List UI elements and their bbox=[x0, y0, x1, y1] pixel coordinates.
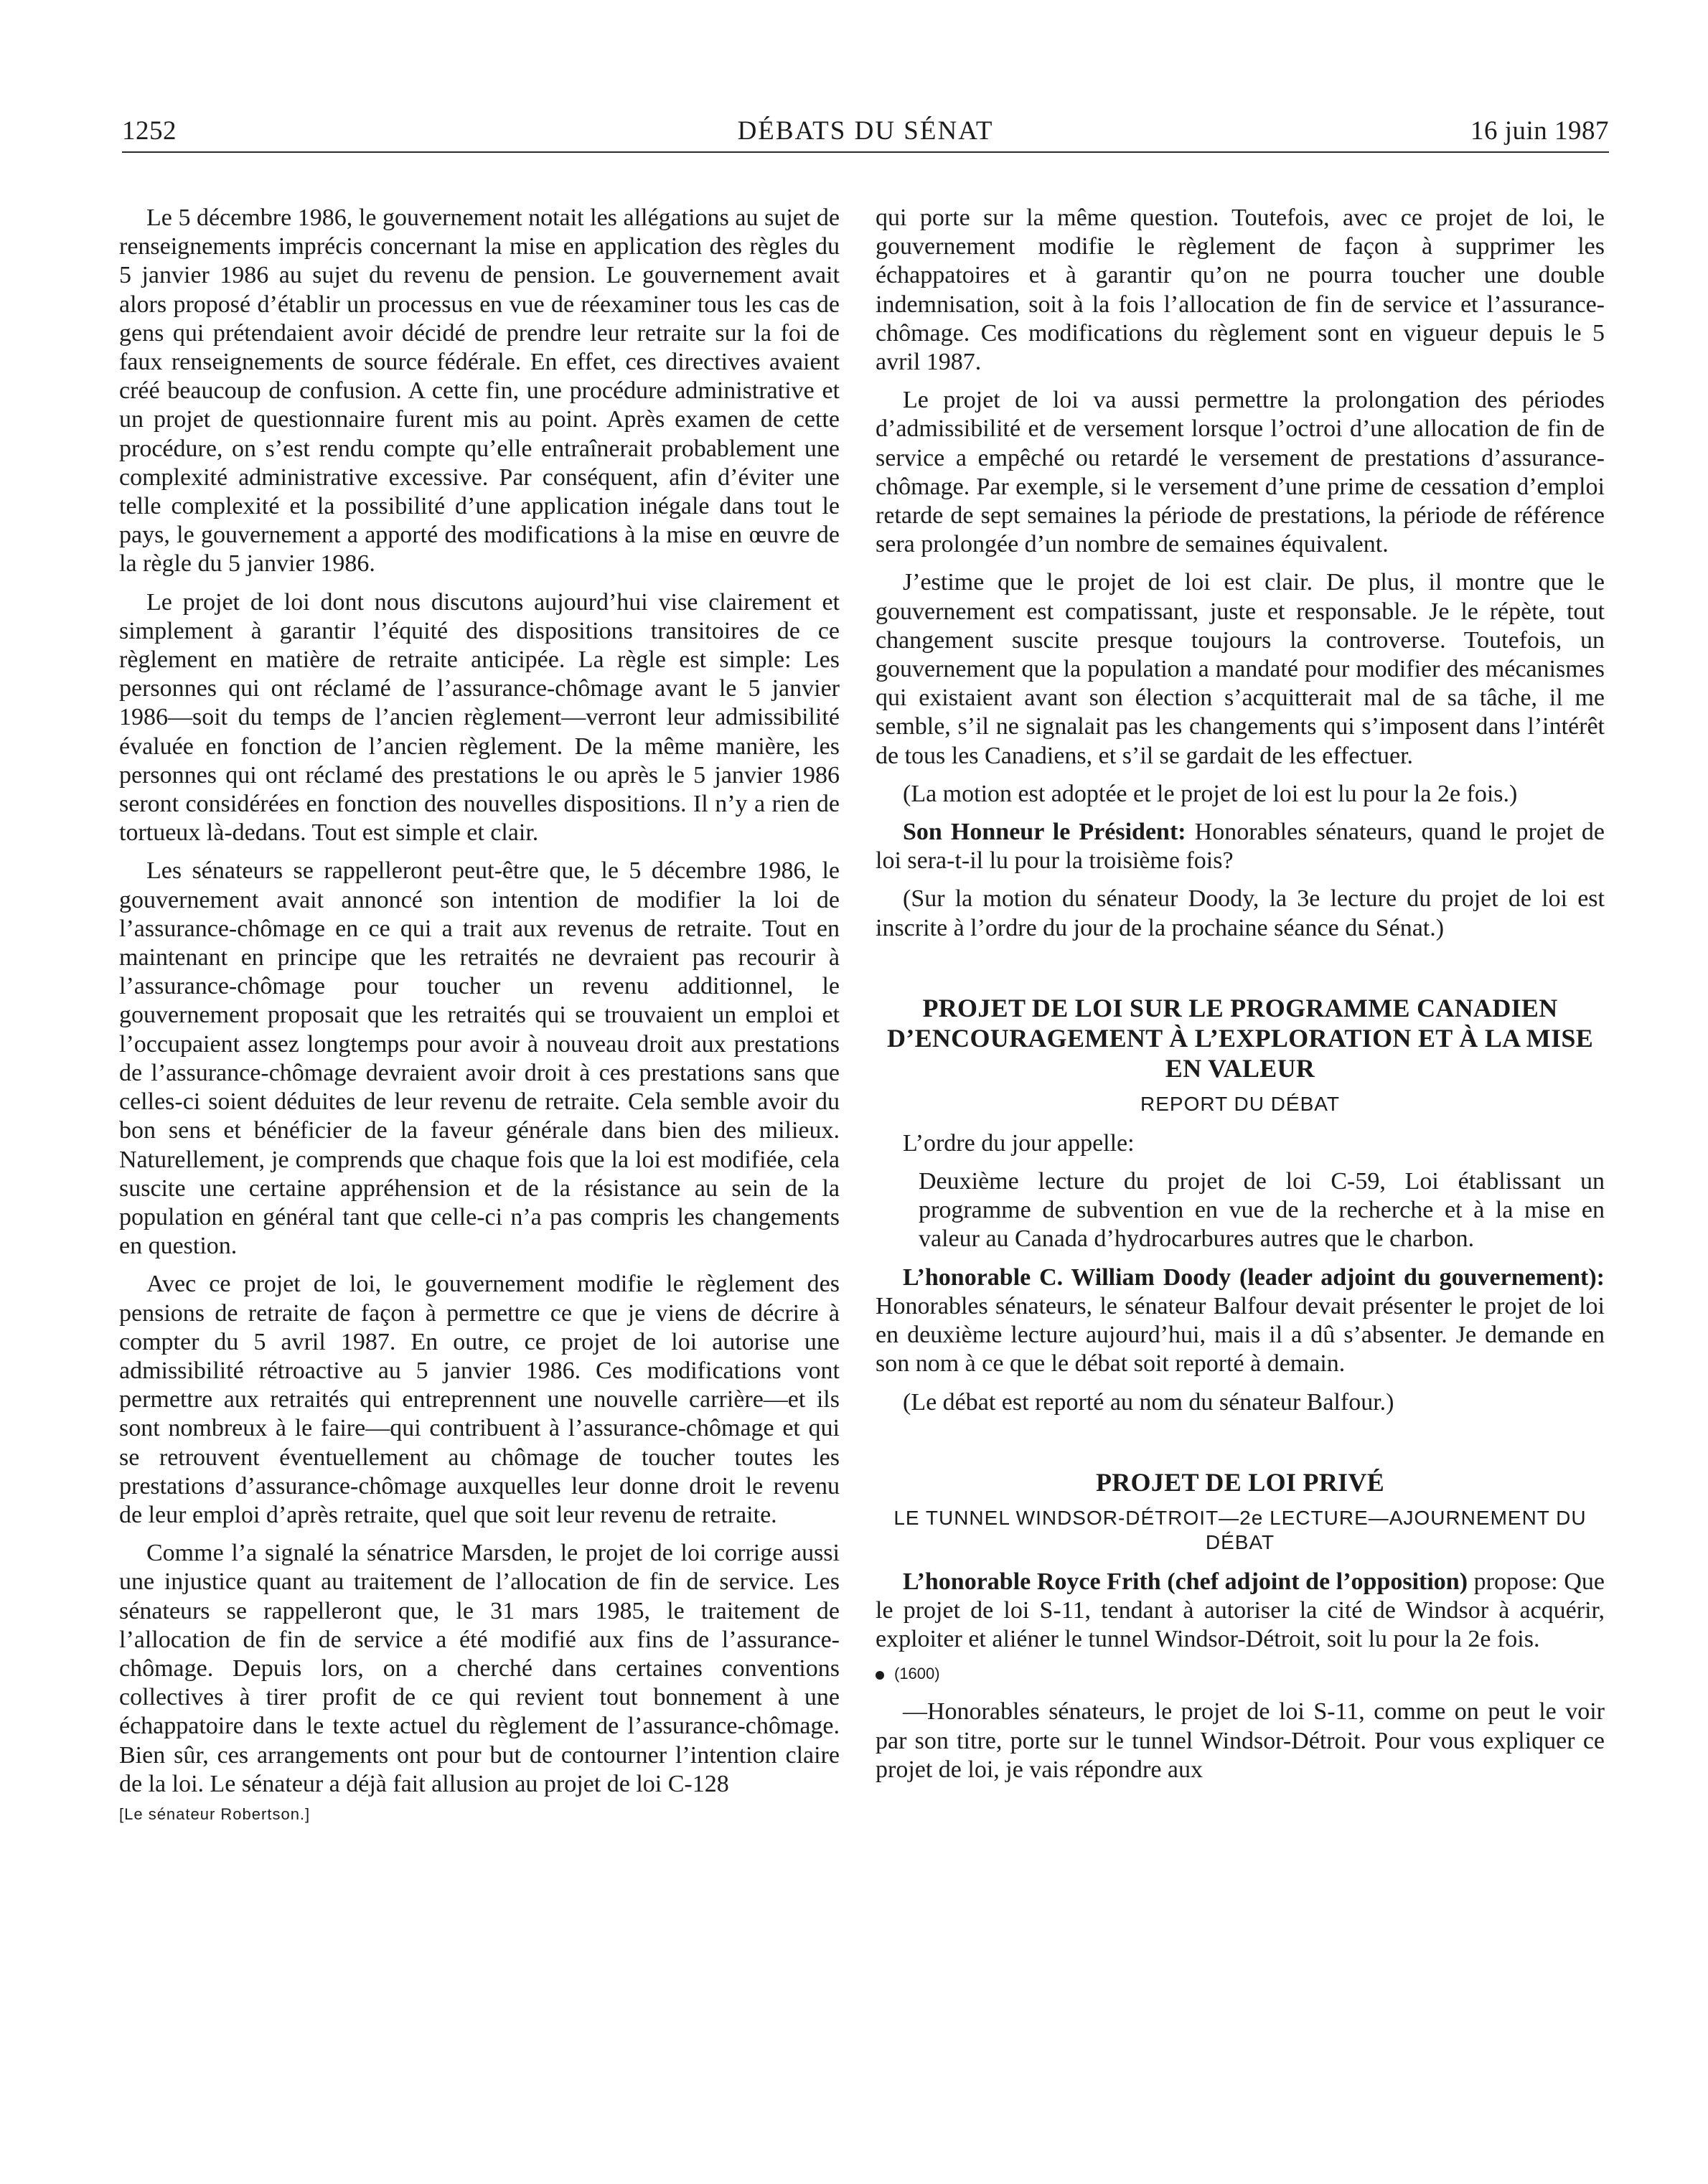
section-title: PROJET DE LOI SUR LE PROGRAMME CANADIEN D’ENCOURAGEMENT À L’EXPLORATION ET À LA MISE EN VALEUR bbox=[886, 993, 1594, 1083]
order-of-day-quote: Deuxième lecture du projet de loi C-59, Loi établissant un programme de subvention en vue de la recherche et à la mise en valeur au Canada d’hydrocarbures autres que le charbon. bbox=[919, 1168, 1605, 1253]
paragraph: Le projet de loi va aussi permettre la prolongation des périodes d’admissibilité et de versement lorsque l’octroi d’une allocation de fin de service a empêché ou retardé le versement de prestations d’assurance-chômage. Par exemple, si le versement d’une prime de cessation d’emploi retarde de sept semaines la période de prestations, la période de référence sera prolongée d’un nombre de semaines équivalent. bbox=[876, 387, 1605, 558]
paragraph: Le 5 décembre 1986, le gouvernement notait les allégations au sujet de renseignements imprécis concernant la mise en application des règles du 5 janvier 1986 au sujet du revenu de pension. Le gouvernement avait alors proposé d’établir un processus en vue de réexaminer tous les cas de gens qui prétendaient avoir décidé de prendre leur retraite sur la foi de faux renseignements de source fédérale. En effet, ces directives avaient créé beaucoup de confusion. A cette fin, une procédure administrative et un projet de questionnaire furent mis au point. Après examen de cette procédure, on s’est rendu compte qu’elle entraînerait probablement une complexité administrative excessive. Par conséquent, afin d’éviter une telle complexité et la possibilité d’une application inégale dans tout le pays, le gouvernement a apporté des modifications à la mise en œuvre de la règle du 5 janvier 1986. bbox=[119, 204, 840, 578]
speech-text: Honorables sénateurs, quand le projet de loi sera-t-il lu pour la troisième fois? bbox=[876, 819, 1605, 875]
paragraph bbox=[876, 1568, 1605, 1655]
section-subtitle: REPORT DU DÉBAT bbox=[1140, 1092, 1340, 1115]
speaker-role: (chef adjoint de l’opposition) bbox=[1160, 1568, 1468, 1595]
speaker-name: L’honorable Royce Frith bbox=[903, 1568, 1161, 1595]
page-header bbox=[122, 111, 1609, 153]
speech-text: propose: Que le projet de loi S-11, tendant à autoriser la cité de Windsor à acquérir, exploiter et aliéner le tunnel Windsor-Détroit, soit lu pour la 2e fois. bbox=[876, 1568, 1605, 1653]
paragraph: —Honorables sénateurs, le projet de loi S-11, comme on peut le voir par son titre, porte sur le tunnel Windsor-Détroit. Pour vous expliquer ce projet de loi, je vais répondre aux bbox=[876, 1698, 1605, 1783]
paragraph: Le projet de loi dont nous discutons aujourd’hui vise clairement et simplement à garantir l’équité des dispositions transitoires de ce règlement en matière de retraite anticipée. La règle est simple: Les personnes qui ont réclamé de l’assurance-chômage avant le 5 janvier 1986—soit du temps de l’ancien règlement—verront leur admissibilité évaluée en fonction de l’ancien règlement. De la même manière, les personnes qui ont réclamé des prestations le ou après le 5 janvier 1986 seront considérées en fonction des nouvelles dispositions. Il n’y a rien de tortueux là-dedans. Tout est simple et clair. bbox=[119, 588, 840, 847]
section-subtitle: LE TUNNEL WINDSOR-DÉTROIT—2e LECTURE—AJOURNEMENT DU DÉBAT bbox=[893, 1506, 1587, 1553]
speaker-name: L’honorable C. William Doody (leader adjoint du gouvernement): bbox=[903, 1263, 1605, 1291]
left-column bbox=[119, 204, 840, 1825]
paragraph: L’ordre du jour appelle: bbox=[903, 1129, 1135, 1157]
paragraph: Avec ce projet de loi, le gouvernement modifie le règlement des pensions de retraite de façon à permettre ce que je viens de décrire à compter du 5 avril 1987. En outre, ce projet de loi autorise une admissibilité rétroactive au 5 janvier 1986. Ces modifications vont permettre aux retraités qui entreprennent une nouvelle carrière—et ils sont nombreux à le faire—qui contribuent à l’assurance-chômage et qui se retrouvent éventuellement au chômage de toucher toutes les prestations d’assurance-chômage auxquelles leur donne droit le revenu de leur emploi d’après retraite, quel que soit leur revenu de retraite. bbox=[119, 1271, 840, 1528]
page-number: 1252 bbox=[122, 116, 177, 146]
section-title: PROJET DE LOI PRIVÉ bbox=[1095, 1467, 1385, 1497]
procedural-note: (Le débat est reporté au nom du sénateur Balfour.) bbox=[903, 1388, 1394, 1416]
speaker-name: Son Honneur le Président: bbox=[903, 819, 1186, 846]
paragraph: Les sénateurs se rappelleront peut-être que, le 5 décembre 1986, le gouvernement avait annoncé son intention de modifier la loi de l’assurance-chômage en ce qui a trait aux revenus de retraite. Tout en maintenant en principe que les retraités ne devraient pas recourir à l’assurance-chômage pour toucher un revenu additionnel, le gouvernement proposait que les retraités qui se trouvaient un emploi et l’occupaient assez longtemps pour avoir à nouveau droit aux prestations de l’assurance-chômage devraient avoir droit à ces prestations sans que celles-ci soient déduites de leur revenu de retraite. Cela semble avoir du bon sens et bénéficier de la faveur générale dans bien des milieux. Naturellement, je comprends que chaque fois que la loi est modifiée, cela suscite une certaine appréhension et de la résistance au sein de la population en général tant que celle-ci n’a pas compris les changements en question. bbox=[119, 857, 840, 1260]
paragraph: qui porte sur la même question. Toutefois, avec ce projet de loi, le gouvernement modifie le règlement de façon à supprimer les échappatoires et à garantir qu’on ne pourra toucher une double indemnisation, soit à la fois l’allocation de fin de service et l’assurance-chômage. Ces modifications du règlement sont en vigueur depuis le 5 avril 1987. bbox=[876, 204, 1605, 376]
bullet-icon bbox=[876, 1671, 884, 1680]
procedural-note: (La motion est adoptée et le projet de loi est lu pour la 2e fois.) bbox=[903, 780, 1518, 807]
procedural-note: (Sur la motion du sénateur Doody, la 3e lecture du projet de loi est inscrite à l’ordre du jour de la prochaine séance du Sénat.) bbox=[876, 885, 1605, 941]
right-column bbox=[876, 204, 1605, 1794]
time-label: (1600) bbox=[894, 1665, 940, 1683]
speaker-footnote: [Le sénateur Robertson.] bbox=[119, 1804, 311, 1823]
publication-date: 16 juin 1987 bbox=[1470, 116, 1609, 146]
paragraph: J’estime que le projet de loi est clair. De plus, il montre que le gouvernement est compatissant, juste et responsable. Je le répète, tout changement suscite presque toujours la controverse. Toutefois, un gouvernement que la population a mandaté pour modifier des mécanismes qui existaient avant son élection s’acquitterait mal de sa tâche, il me semble, s’il ne signalait pas les changements qui s’imposent dans l’intérêt de tous les Canadiens, et s’il se gardait de les effectuer. bbox=[876, 569, 1605, 769]
paragraph bbox=[876, 818, 1605, 875]
paragraph: Comme l’a signalé la sénatrice Marsden, le projet de loi corrige aussi une injustice quant au traitement de l’allocation de fin de service. Les sénateurs se rappelleront que, le 31 mars 1985, le traitement de l’allocation de fin de service a été modifié aux fins de l’assurance-chômage. Depuis lors, on a cherché dans certaines conventions collectives à tirer profit de ce qui revient tout bonnement à une échappatoire dans le texte actuel du règlement de l’assurance-chômage. Bien sûr, ces arrangements ont pour but de contourner l’intention claire de la loi. Le sénateur a déjà fait allusion au projet de loi C-128 bbox=[119, 1540, 840, 1797]
speech-text: Honorables sénateurs, le sénateur Balfour devait présenter le projet de loi en deuxième lecture aujourd’hui, mais il a dû s’absenter. Je demande en son nom à ce que le débat soit reporté à demain. bbox=[876, 1292, 1605, 1378]
publication-title: DÉBATS DU SÉNAT bbox=[737, 116, 994, 146]
time-marker bbox=[876, 1663, 1605, 1685]
paragraph bbox=[876, 1263, 1605, 1379]
